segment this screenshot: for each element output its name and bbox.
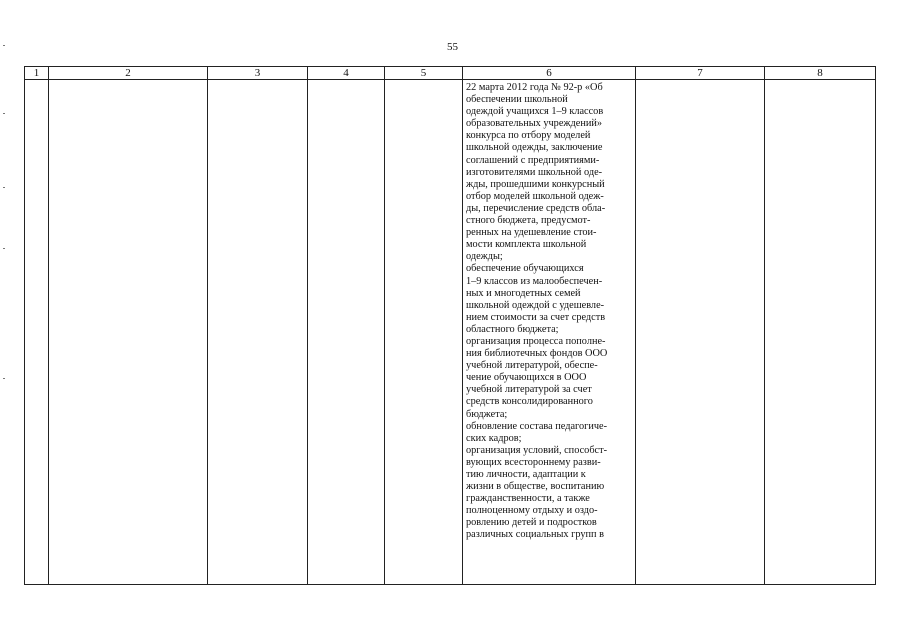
text-line: стного бюджета, предусмот- (466, 215, 591, 227)
cell-col-4 (308, 80, 385, 585)
text-line: школьной одеждой с удешевле- (466, 299, 605, 311)
column-6-text (463, 80, 635, 542)
text-line: ренных на удешевление стои- (466, 227, 597, 239)
column-header-8: 8 (765, 67, 876, 80)
text-line: одежды; (466, 251, 503, 263)
text-line: обновление состава педагогиче- (466, 420, 608, 432)
text-line: полноценному отдыху и оздо- (466, 505, 598, 517)
scan-margin-mark (3, 187, 5, 188)
text-line: тию личности, адаптации к (466, 469, 586, 480)
text-line: соглашений с предприятиями- (466, 154, 600, 166)
column-header-1: 1 (25, 67, 49, 80)
text-line: ских кадров; (466, 432, 522, 444)
cell-col-7 (636, 80, 765, 585)
text-line: нием стоимости за счет средств (466, 311, 606, 323)
column-number-row (25, 67, 876, 80)
text-line: чение обучающихся в ООО (466, 372, 587, 384)
text-line: ных и многодетных семей (466, 287, 581, 299)
text-line: обеспечении школьной (466, 94, 568, 106)
text-line: 22 марта 2012 года № 92-р «Об (466, 82, 603, 93)
column-header-2: 2 (49, 67, 208, 80)
text-line: гражданственности, а также (466, 493, 590, 505)
text-line: ния библиотечных фондов ООО (466, 348, 608, 360)
cell-col-3 (208, 80, 308, 585)
text-line: различных социальных групп в (466, 529, 604, 541)
text-line: организация процесса пополне- (466, 335, 606, 347)
table-row (25, 80, 876, 585)
column-header-7: 7 (636, 67, 765, 80)
text-line: обеспечение обучающихся (466, 263, 584, 275)
scan-margin-mark (3, 45, 5, 46)
text-line: конкурса по отбору моделей (466, 130, 591, 142)
text-line: жды, прошедшими конкурсный (466, 178, 605, 190)
text-line: областного бюджета; (466, 323, 559, 335)
text-line: средств консолидированного (466, 396, 593, 408)
text-line: вующих всестороннему разви- (466, 456, 601, 468)
text-line: одеждой учащихся 1–9 классов (466, 106, 604, 118)
page-number: 55 (447, 41, 458, 53)
column-header-3: 3 (208, 67, 308, 80)
text-line: ды, перечисление средств обла- (466, 202, 606, 214)
cell-col-5 (385, 80, 463, 585)
column-header-5: 5 (385, 67, 463, 80)
text-line: 1–9 классов из малообеспечен- (466, 275, 603, 287)
cell-col-8 (765, 80, 876, 585)
cell-col-2 (49, 80, 208, 585)
column-header-4: 4 (308, 67, 385, 80)
cell-col-6 (463, 80, 636, 585)
text-line: ровлению детей и подростков (466, 517, 597, 529)
scan-margin-mark (3, 378, 5, 379)
text-line: жизни в обществе, воспитанию (466, 481, 605, 493)
cell-col-1 (25, 80, 49, 585)
text-line: учебной литературой, обеспе- (466, 360, 598, 372)
scan-margin-mark (3, 248, 5, 249)
text-line: школьной одежды, заключение (466, 142, 603, 154)
text-line: изготовителями школьной оде- (466, 166, 603, 178)
text-line: мости комплекта школьной (466, 239, 587, 251)
text-line: образовательных учреждений» (466, 118, 602, 130)
scan-margin-mark (3, 113, 5, 114)
text-line: бюджета; (466, 408, 508, 420)
text-line: организация условий, способст- (466, 444, 608, 456)
text-line: учебной литературой за счет (466, 384, 592, 396)
text-line: отбор моделей школьной одеж- (466, 190, 604, 202)
document-table (24, 66, 876, 585)
column-header-6: 6 (463, 67, 636, 80)
